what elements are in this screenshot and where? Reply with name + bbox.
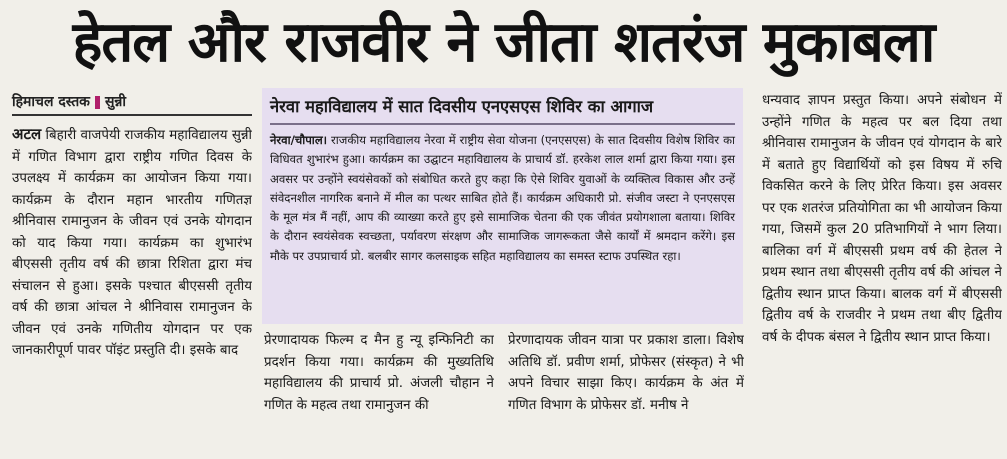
boxed-article-title: नेरवा महाविद्यालय में सात दिवसीय एनएसएस शिविर का आगाज xyxy=(270,94,735,125)
middle-column-1: प्रेरणादायक फिल्म द मैन हु न्यू इन्फिनिटी का प्रदर्शन किया गया। कार्यक्रम की मुख्यतिथि महाविद्यालय की प्राचार्य प्रो. अंजली चौहान ने गणित के महत्व तथा रामानुजन की xyxy=(264,333,494,413)
headline: हेतल और राजवीर ने जीता शतरंज मुकाबला xyxy=(72,10,935,75)
byline xyxy=(12,92,252,111)
right-column: धन्यवाद ज्ञापन प्रस्तुत किया। अपने संबोधन में उन्होंने गणित के महत्व पर बल दिया तथा श्रीनिवास रामानुजन के जीवन एवं योगदान के बारे में बताते हुए विद्यार्थियों को इस विषय में रुचि विकसित करने के लिए प्रेरित किया। इस अवसर पर एक शतरंज प्रतियोगिता का भी आयोजन किया गया, जिसमें कुल 20 प्रतिभागियों ने भाग लिया। बालिका वर्ग में बीएससी प्रथम वर्ष की हेतल ने प्रथम स्थान तथा बीएससी तृतीय वर्ष की आंचल ने द्वितीय स्थान प्राप्त किया। बालक वर्ग में बीएससी द्वितीय वर्ष के राजवीर ने प्रथम तथा बीए द्वितीय वर्ष के दीपक बंसल ने द्वितीय स्थान प्राप्त किया। xyxy=(762,93,1002,345)
left-article-column xyxy=(12,124,252,446)
byline-place: सुन्नी xyxy=(104,94,127,110)
byline-separator xyxy=(95,96,100,109)
left-article-text: बिहारी वाजपेयी राजकीय महाविद्यालय सुन्नी में गणित विभाग द्वारा राष्ट्रीय गणित दिवस के उपलक्ष्य में कार्यक्रम का आयोजन किया गया। कार्यक्रम के दौरान महान भारतीय गणितज्ञ श्रीनिवास रामानुजन के जीवन एवं उनके योगदान को याद किया गया। कार्यक्रम का शुभारंभ बीएससी तृतीय वर्ष की छात्रा रिशिता द्वारा मंच संचालन से हुआ। इसके पश्चात बीएससी तृतीय वर्ष की छात्रा आंचल ने श्रीनिवास रामानुजन के जीवन एवं उनके गणितीय योगदान पर एक जानकारीपूर्ण पावर पॉइंट प्रस्तुति दी। इसके बाद xyxy=(12,128,252,358)
boxed-article-dateline: नेरवा/चौपाल। xyxy=(270,133,328,147)
middle-column-2: प्रेरणादायक जीवन यात्रा पर प्रकाश डाला। विशेष अतिथि डॉ. प्रवीण शर्मा, प्रोफेसर (संस्कृत) ने भी अपने विचार साझा किए। कार्यक्रम के अंत में गणित विभाग के प्रोफेसर डॉ. मनीष ने xyxy=(508,333,744,413)
cropped-next-line xyxy=(0,448,1007,459)
boxed-article-body xyxy=(270,131,735,266)
byline-rule xyxy=(12,114,252,116)
boxed-article xyxy=(262,88,743,324)
byline-source: हिमाचल दस्तक xyxy=(12,94,90,110)
lead-word: अटल xyxy=(12,125,42,143)
boxed-article-text: राजकीय महाविद्यालय नेरवा में राष्ट्रीय सेवा योजना (एनएसएस) के सात दिवसीय विशेष शिविर का विधिवत शुभारंभ हुआ। कार्यक्रम का उद्घाटन महाविद्यालय के प्राचार्य डॉ. हरकेश लाल शर्मा द्वारा किया गया। इस अवसर पर उन्होंने स्वयंसेवकों को संबोधित करते हुए कहा कि ऐसे शिविर युवाओं के व्यक्तित्व विकास और उन्हें संवेदनशील नागरिक बनाने में मील का पत्थर साबित होते हैं। कार्यक्रम अधिकारी प्रो. संजीव जस्टा ने एनएसएस के मूल मंत्र मैं नहीं, आप की व्याख्या करते हुए इसे सामाजिक चेतना की एक जीवंत प्रयोगशाला बताया। शिविर के दौरान स्वयंसेवक स्वच्छता, पर्यावरण संरक्षण और सामाजिक जागरूकता जैसे कार्यों में श्रमदान करेंगे। इस मौके पर उपप्राचार्य प्रो. बलबीर सागर कलसाइक सहित महाविद्यालय का समस्त स्टाफ उपस्थित रहा। xyxy=(270,133,735,263)
